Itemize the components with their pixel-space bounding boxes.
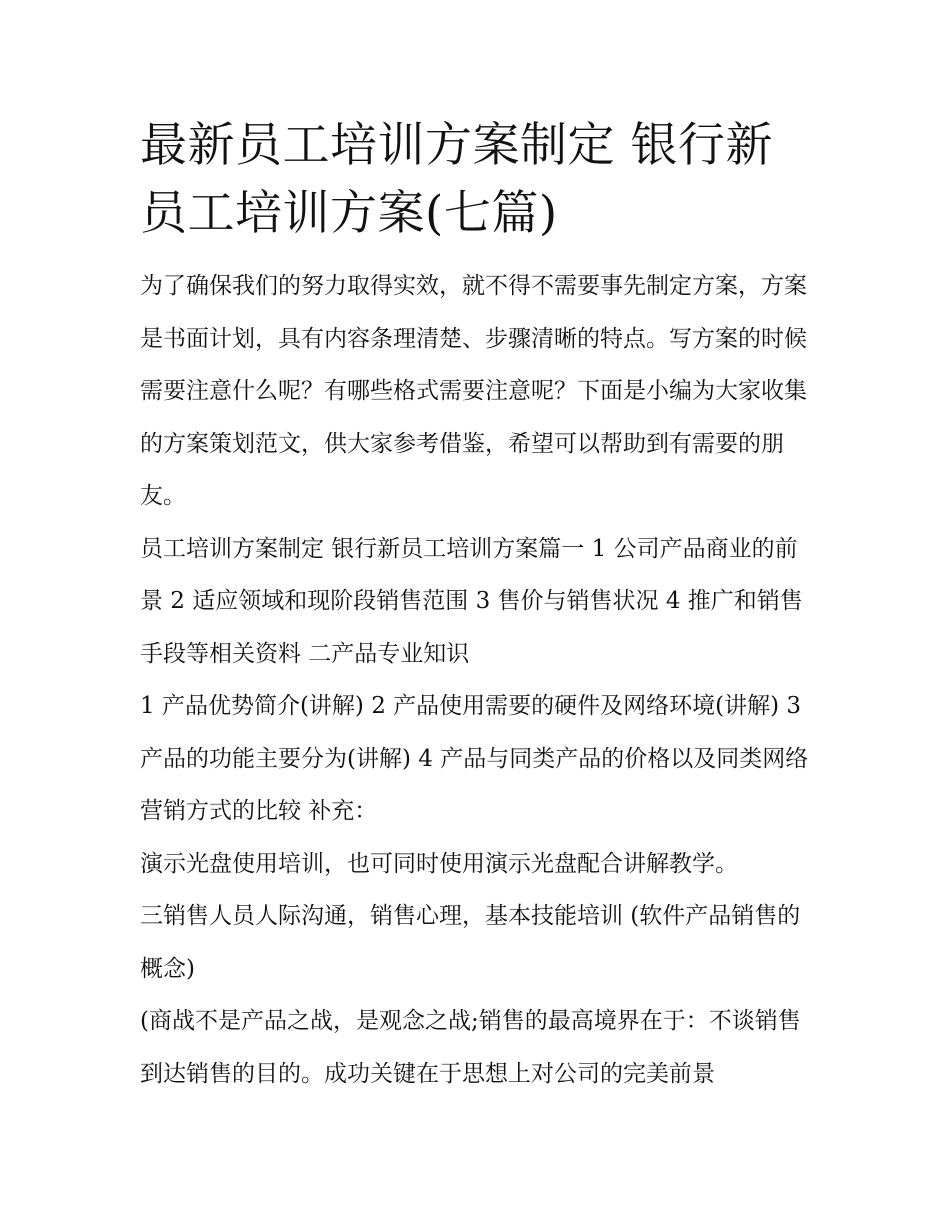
document-content [140,112,815,1100]
paragraph-section-1: 员工培训方案制定 银行新员工培训方案篇一 1 公司产品商业的前景 2 适应领域和现阶段销售范围 3 售价与销售状况 4 推广和销售手段等相关资料 二产品专业知识 [140,535,803,667]
paragraph-intro: 为了确保我们的努力取得实效，就不得不需要事先制定方案，方案是书面计划，具有内容条理清楚、步骤清晰的特点。写方案的时候需要注意什么呢？有哪些格式需要注意呢？下面是小编为大家收集的方案策划范文，供大家参考借鉴，希望可以帮助到有需要的朋友。 [140,273,807,509]
paragraph-sales-training: 三销售人员人际沟通，销售心理，基本技能培训 (软件产品销售的概念) [140,903,801,982]
paragraph-demo-disc: 演示光盘使用培训，也可同时使用演示光盘配合讲解教学。 [140,850,738,877]
paragraph-product-knowledge: 1 产品优势简介(讲解) 2 产品使用需要的硬件及网络环境(讲解) 3 产品的功能主要分为(讲解) 4 产品与同类产品的价格以及同类网络营销方式的比较 补充： [140,693,809,824]
document-title: 最新员工培训方案制定 银行新员工培训方案(七篇) [140,118,773,241]
document-body [140,260,815,1100]
paragraph-sales-concept: (商战不是产品之战，是观念之战;销售的最高境界在于：不谈销售到达销售的目的。成功关键在于思想上对公司的完美前景 [140,1008,801,1087]
